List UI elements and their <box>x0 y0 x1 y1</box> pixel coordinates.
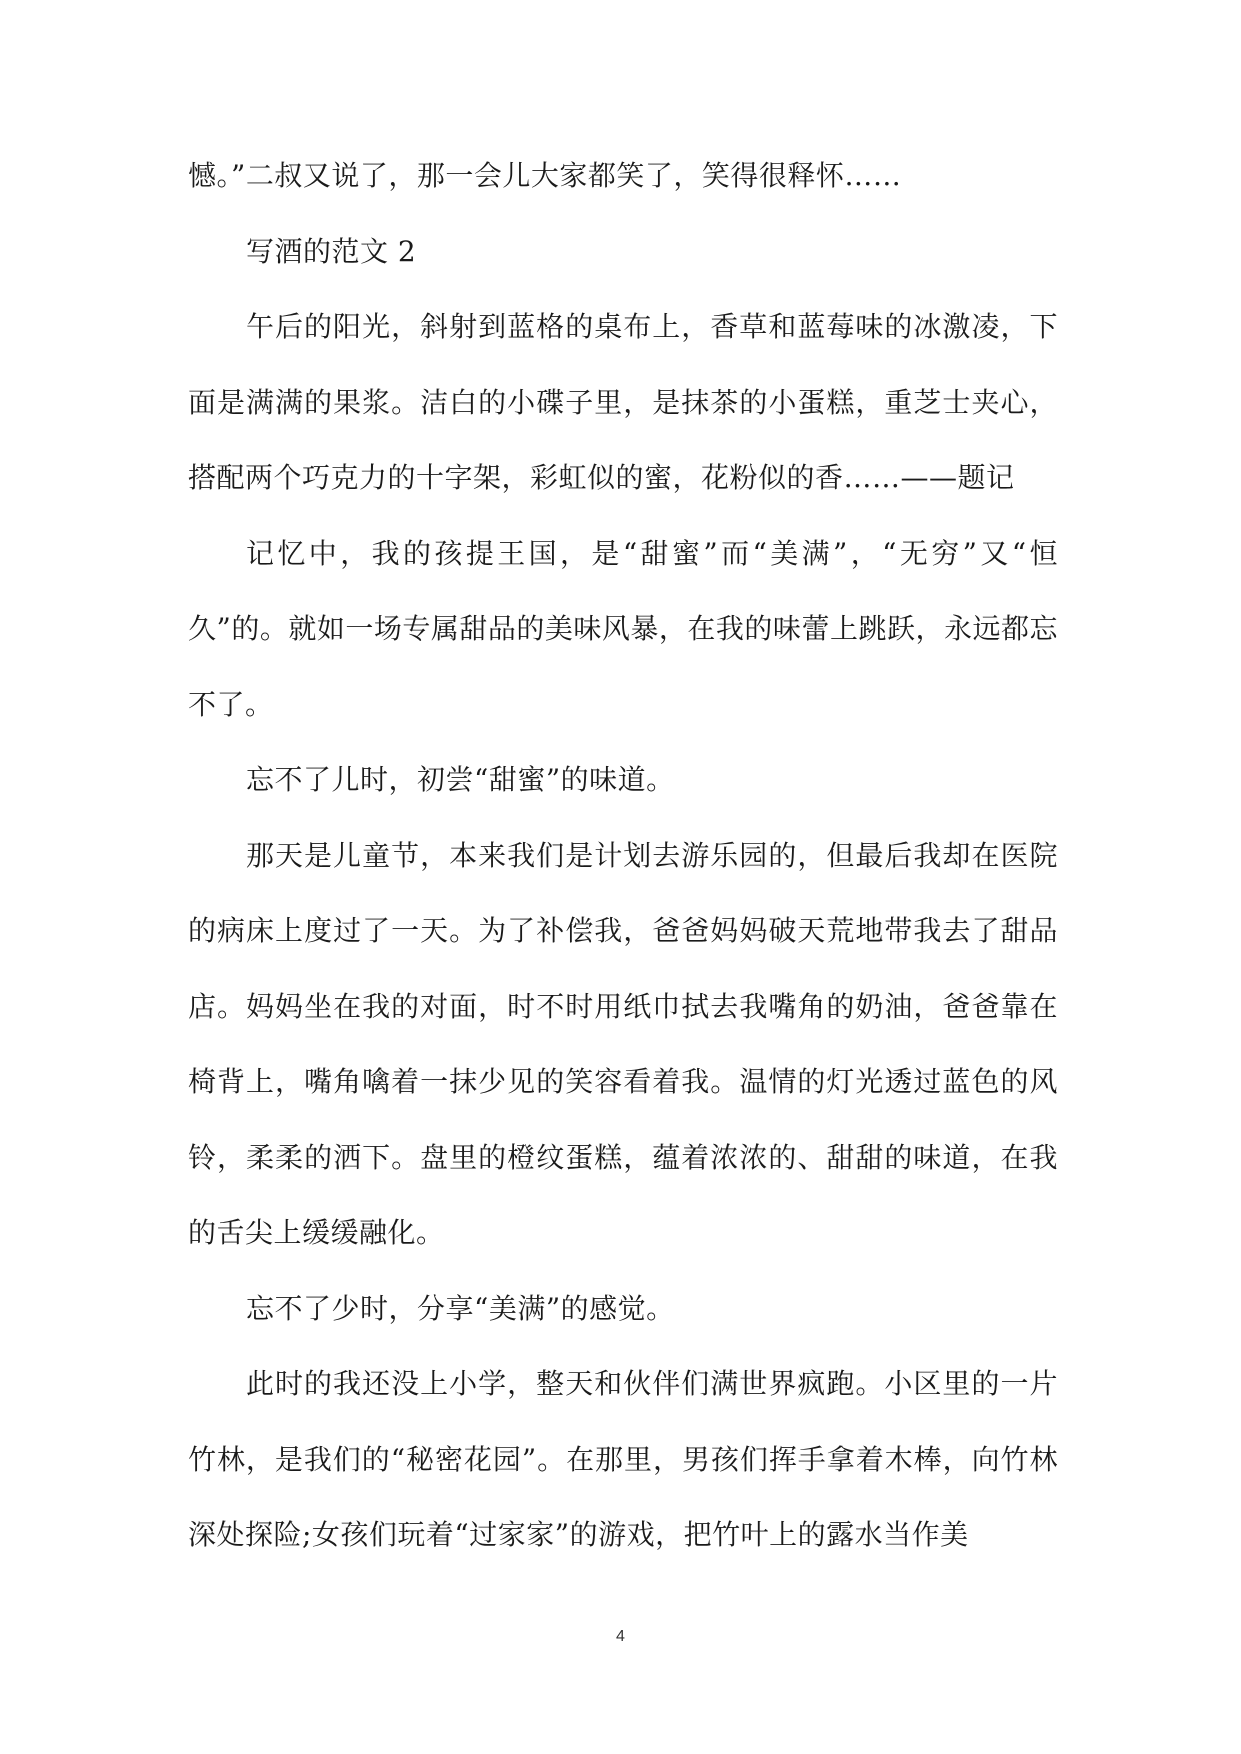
paragraph-continuation: 憾。”二叔又说了，那一会儿大家都笑了，笑得很释怀…… <box>188 159 902 192</box>
page-number: 4 <box>616 1628 625 1645</box>
paragraph: 记忆中，我的孩提王国，是“甜蜜”而“美满”，“无穷”又“恒久”的。就如一场专属甜品的美味风暴，在我的味蕾上跳跃，永远都忘不了。 <box>188 536 1058 721</box>
paragraph: 忘不了少时，分享“美满”的感觉。 <box>246 1291 675 1325</box>
text-body <box>188 138 1058 1573</box>
paragraph: 此时的我还没上小学，整天和伙伴们满世界疯跑。小区里的一片竹林，是我们的“秘密花园”。在那里，男孩们挥手拿着木棒，向竹林深处探险;女孩们玩着“过家家”的游戏，把竹叶上的露水当作美 <box>188 1367 1058 1551</box>
section-heading: 写酒的范文 2 <box>246 234 417 268</box>
paragraph-epigraph: 午后的阳光，斜射到蓝格的桌布上，香草和蓝莓味的冰激凌，下面是满满的果浆。洁白的小碟子里，是抹茶的小蛋糕，重芝士夹心，搭配两个巧克力的十字架，彩虹似的蜜，花粉似的香……——题记 <box>188 310 1058 494</box>
paragraph: 忘不了儿时，初尝“甜蜜”的味道。 <box>246 763 675 796</box>
paragraph: 那天是儿童节，本来我们是计划去游乐园的，但最后我却在医院的病床上度过了一天。为了补偿我，爸爸妈妈破天荒地带我去了甜品店。妈妈坐在我的对面，时不时用纸巾拭去我嘴角的奶油，爸爸靠在椅背上，嘴角噙着一抹少见的笑容看着我。温情的灯光透过蓝色的风铃，柔柔的洒下。盘里的橙纹蛋糕，蕴着浓浓的、甜甜的味道，在我的舌尖上缓缓融化。 <box>188 838 1058 1249</box>
